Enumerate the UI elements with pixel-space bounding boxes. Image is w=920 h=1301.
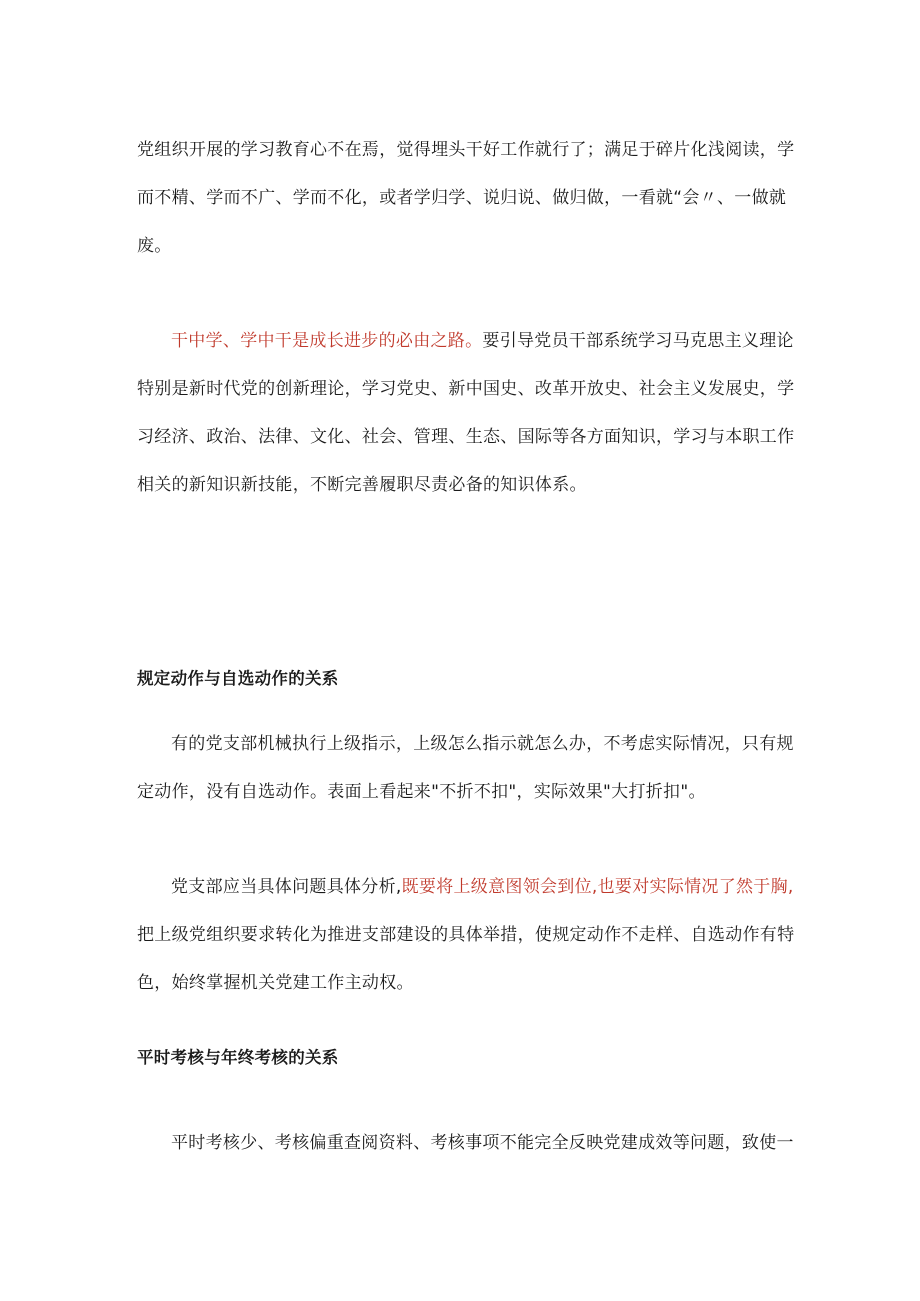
paragraph-5	[137, 1119, 794, 1167]
paragraph-2-line-4: 相关的新知识新技能，不断完善履职尽责必备的知识体系。	[137, 475, 587, 495]
paragraph-1-line-3: 废。	[137, 236, 172, 256]
section-heading-1	[137, 655, 787, 703]
paragraph-2-line-1	[137, 317, 794, 365]
paragraph-2-highlight: 干中学、学中干是成长进步的必由之路。	[171, 331, 483, 351]
paragraph-3-line-2: 定动作，没有自选动作。表面上看起来"不折不扣"，实际效果"大打折扣"。	[137, 782, 706, 802]
paragraph-3	[137, 720, 794, 816]
paragraph-1-line-1: 党组织开展的学习教育心不在焉，觉得埋头干好工作就行了；满足于碎片化浅阅读，学	[137, 140, 795, 160]
paragraph-4-line-3: 色，始终掌握机关党建工作主动权。	[137, 973, 414, 993]
paragraph-2	[137, 317, 795, 509]
section-heading-2-text: 平时考核与年终考核的关系	[137, 1048, 339, 1067]
paragraph-2-line-2: 特别是新时代党的创新理论，学习党史、新中国史、改革开放史、社会主义发展史，学	[137, 379, 795, 399]
paragraph-4	[137, 863, 795, 1007]
paragraph-1-line-2: 而不精、学而不广、学而不化，或者学归学、说归说、做归做，一看就“会〃、一做就	[137, 188, 787, 208]
paragraph-4-highlight: 既要将上级意图领会到位,也要对实际情况了然于胸,	[401, 877, 794, 897]
section-heading-2	[137, 1034, 787, 1082]
section-heading-1-text: 规定动作与自选动作的关系	[137, 669, 339, 688]
paragraph-2-line-1-rest: 要引导党员干部系统学习马克思主义理论	[482, 331, 794, 351]
paragraph-4-line-2: 把上级党组织要求转化为推进支部建设的具体举措，使规定动作不走样、自选动作有特	[137, 925, 795, 945]
paragraph-4-line-1	[137, 863, 794, 911]
paragraph-2-line-3: 习经济、政治、法律、文化、社会、管理、生态、国际等各方面知识，学习与本职工作	[137, 427, 795, 447]
paragraph-1	[137, 126, 795, 270]
paragraph-4-line-1-start: 党支部应当具体问题具体分析,	[171, 877, 402, 897]
paragraph-3-line-1: 有的党支部机械执行上级指示，上级怎么指示就怎么办，不考虑实际情况，只有规	[171, 734, 794, 754]
paragraph-5-line-1: 平时考核少、考核偏重查阅资料、考核事项不能完全反映党建成效等问题，致使一	[171, 1133, 794, 1153]
